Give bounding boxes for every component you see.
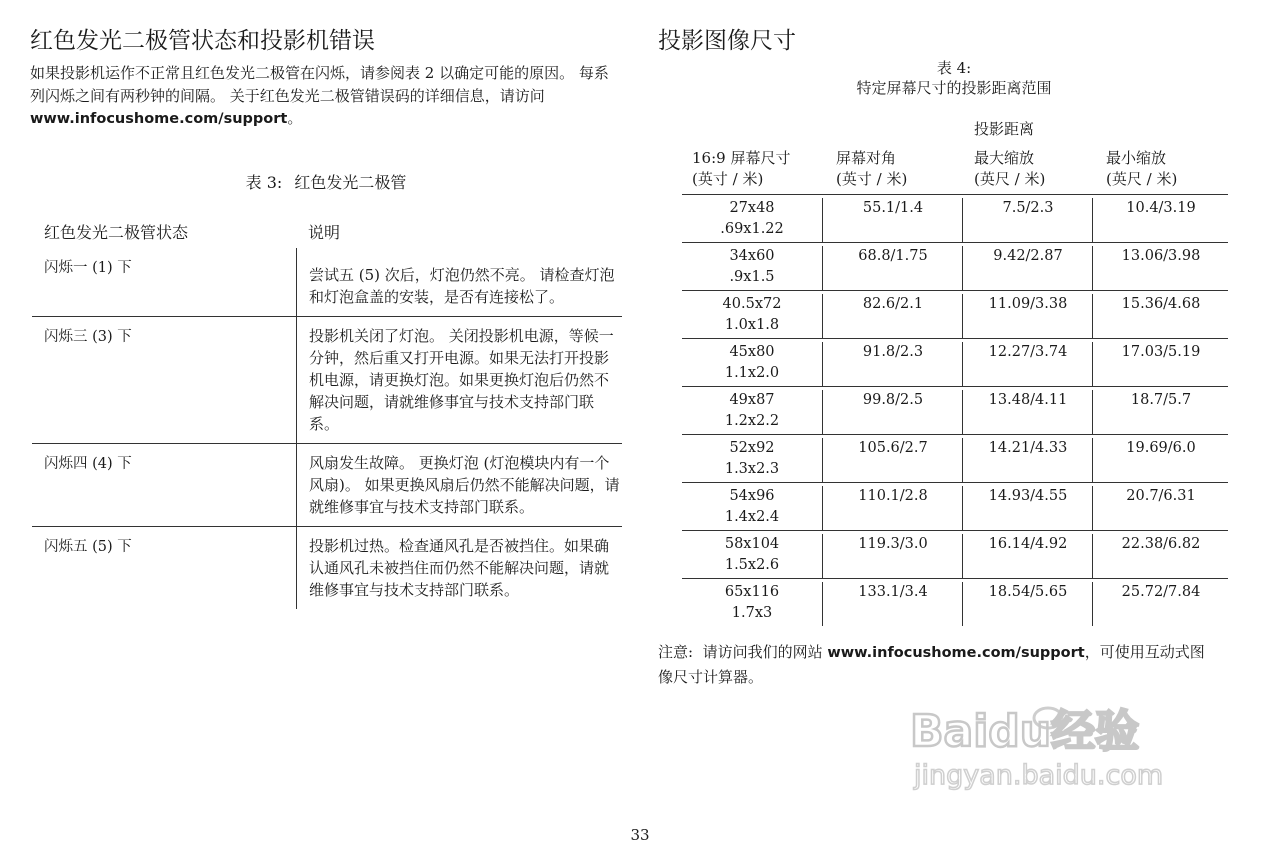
table4-label: 表 4: — [936, 59, 972, 77]
section-title-led-errors: 红色发光二极管状态和投影机错误 — [30, 28, 375, 54]
table4-header-min-zoom — [1106, 148, 1177, 190]
led-description: 投影机关闭了灯泡。 关闭投影机电源，等候一分钟，然后重又打开电源。如果无法打开投影机电源，请更换灯泡。如果更换灯泡后仍然不解决问题，请就维修事宜与技术支持部门联系。 — [296, 317, 622, 443]
screen-size-cell — [682, 486, 822, 528]
table-row — [32, 248, 622, 316]
table4-group-header: 投影距离 — [974, 120, 1035, 138]
table-row — [32, 526, 622, 609]
note-text: 请访问我们的网站 — [702, 643, 828, 661]
header-unit: (英寸 / 米) — [836, 170, 908, 188]
led-state: 闪烁五 (5) 下 — [44, 539, 132, 555]
size-inches: 45x80 — [729, 344, 775, 360]
min-zoom-cell: 10.4/3.19 — [1092, 198, 1229, 242]
baidu-jingyan-watermark — [900, 684, 1200, 794]
max-zoom-cell: 12.27/3.74 — [962, 342, 1093, 386]
led-description: 尝试五 (5) 次后，灯泡仍然不亮。 请检查灯泡和灯泡盒盖的安装，是否有连接松了。 — [296, 248, 622, 316]
screen-size-cell — [682, 390, 822, 432]
size-inches: 65x116 — [724, 584, 780, 600]
table-row — [32, 316, 622, 443]
size-meters: .69x1.22 — [720, 221, 784, 237]
intro-end: 。 — [287, 109, 303, 127]
size-meters: 1.3x2.3 — [724, 461, 780, 477]
max-zoom-cell: 16.14/4.92 — [962, 534, 1093, 578]
table-row — [682, 243, 1228, 291]
support-link[interactable]: www.infocushome.com/support — [30, 111, 288, 127]
diagonal-cell: 82.6/2.1 — [822, 294, 963, 338]
min-zoom-cell: 19.69/6.0 — [1092, 438, 1229, 482]
screen-size-cell — [682, 198, 822, 240]
min-zoom-cell: 13.06/3.98 — [1092, 246, 1229, 290]
screen-size-cell — [682, 582, 822, 624]
size-inches: 54x96 — [729, 488, 775, 504]
diagonal-cell: 55.1/1.4 — [822, 198, 963, 242]
min-zoom-cell: 25.72/7.84 — [1092, 582, 1229, 626]
led-state: 闪烁一 (1) 下 — [44, 260, 132, 276]
table-row — [682, 195, 1228, 243]
table-row — [682, 579, 1228, 626]
min-zoom-cell: 15.36/4.68 — [1092, 294, 1229, 338]
screen-size-cell — [682, 534, 822, 576]
table4-header-diagonal — [836, 148, 907, 190]
screen-size-cell — [682, 294, 822, 336]
diagonal-cell: 110.1/2.8 — [822, 486, 963, 530]
intro-text: 如果投影机运作不正常且红色发光二极管在闪烁，请参阅表 2 以确定可能的原因。 每系列闪烁之间有两秒钟的间隔。 关于红色发光二极管错误码的详细信息，请访问 — [30, 64, 609, 105]
header-unit: (英尺 / 米) — [1106, 170, 1178, 188]
table4-caption — [658, 58, 1250, 98]
size-meters: 1.2x2.2 — [724, 413, 780, 429]
size-inches: 52x92 — [729, 440, 775, 456]
size-meters: 1.0x1.8 — [724, 317, 780, 333]
led-description: 风扇发生故障。 更换灯泡 (灯泡模块内有一个风扇)。 如果更换风扇后仍然不能解决问题，请就维修事宜与技术支持部门联系。 — [296, 444, 622, 526]
max-zoom-cell: 18.54/5.65 — [962, 582, 1093, 626]
max-zoom-cell: 7.5/2.3 — [962, 198, 1093, 242]
size-meters: 1.4x2.4 — [724, 509, 780, 525]
table-row — [682, 339, 1228, 387]
max-zoom-cell: 11.09/3.38 — [962, 294, 1093, 338]
diagonal-cell: 68.8/1.75 — [822, 246, 963, 290]
diagonal-cell: 119.3/3.0 — [822, 534, 963, 578]
screen-size-cell — [682, 246, 822, 288]
note-paragraph — [658, 640, 1218, 689]
table-row — [682, 531, 1228, 579]
right-column — [658, 26, 1250, 686]
watermark-site: jingyan.baidu.com — [914, 760, 1164, 791]
intro-paragraph — [30, 62, 622, 131]
table-row — [32, 443, 622, 526]
screen-size-cell — [682, 438, 822, 480]
table4-title: 特定屏幕尺寸的投影距离范围 — [856, 79, 1052, 97]
page-number: 33 — [630, 826, 650, 844]
diagonal-cell: 133.1/3.4 — [822, 582, 963, 626]
table-row — [682, 483, 1228, 531]
header-line: 最大缩放 — [974, 149, 1035, 167]
diagonal-cell: 99.8/2.5 — [822, 390, 963, 434]
min-zoom-cell: 20.7/6.31 — [1092, 486, 1229, 530]
table3-title: 红色发光二极管 — [294, 173, 407, 192]
size-inches: 27x48 — [729, 200, 775, 216]
max-zoom-cell: 9.42/2.87 — [962, 246, 1093, 290]
table3-caption — [30, 170, 622, 193]
note-text-end: ，可使用互动式图像尺寸计算器。 — [658, 643, 1205, 686]
header-line: 最小缩放 — [1106, 149, 1167, 167]
table3-header-state: 红色发光二极管状态 — [44, 223, 189, 242]
table3-label: 表 3: — [245, 173, 283, 192]
table3 — [32, 248, 622, 609]
max-zoom-cell: 14.93/4.55 — [962, 486, 1093, 530]
table-row — [682, 387, 1228, 435]
diagonal-cell: 91.8/2.3 — [822, 342, 963, 386]
size-inches: 49x87 — [729, 392, 775, 408]
min-zoom-cell: 17.03/5.19 — [1092, 342, 1229, 386]
left-column — [30, 26, 622, 599]
table4-header-max-zoom — [974, 148, 1045, 190]
size-meters: 1.1x2.0 — [724, 365, 780, 381]
diagonal-cell: 105.6/2.7 — [822, 438, 963, 482]
header-unit: (英尺 / 米) — [974, 170, 1046, 188]
min-zoom-cell: 18.7/5.7 — [1092, 390, 1229, 434]
table-row — [682, 291, 1228, 339]
led-description: 投影机过热。检查通风孔是否被挡住。如果确认通风孔未被挡住而仍然不能解决问题，请就维修事宜与技术支持部门联系。 — [296, 527, 622, 609]
max-zoom-cell: 14.21/4.33 — [962, 438, 1093, 482]
table3-header-desc: 说明 — [308, 223, 341, 242]
size-meters: 1.5x2.6 — [724, 557, 780, 573]
min-zoom-cell: 22.38/6.82 — [1092, 534, 1229, 578]
size-inches: 34x60 — [729, 248, 775, 264]
size-meters: 1.7x3 — [731, 605, 773, 621]
header-line: 16:9 屏幕尺寸 — [692, 149, 791, 167]
table-row — [682, 435, 1228, 483]
header-unit: (英寸 / 米) — [692, 170, 764, 188]
note-label: 注意: — [658, 643, 694, 661]
section-title-image-size: 投影图像尺寸 — [658, 28, 796, 54]
calculator-link[interactable]: www.infocushome.com/support — [827, 645, 1085, 661]
size-inches: 58x104 — [724, 536, 780, 552]
table4-body — [682, 194, 1228, 626]
table4-header-size — [692, 148, 790, 190]
watermark-brand: Baidu经验 — [910, 706, 1140, 757]
header-line: 屏幕对角 — [836, 149, 897, 167]
led-state: 闪烁三 (3) 下 — [44, 329, 132, 345]
size-meters: .9x1.5 — [729, 269, 775, 285]
screen-size-cell — [682, 342, 822, 384]
max-zoom-cell: 13.48/4.11 — [962, 390, 1093, 434]
size-inches: 40.5x72 — [722, 296, 782, 312]
led-state: 闪烁四 (4) 下 — [44, 456, 132, 472]
